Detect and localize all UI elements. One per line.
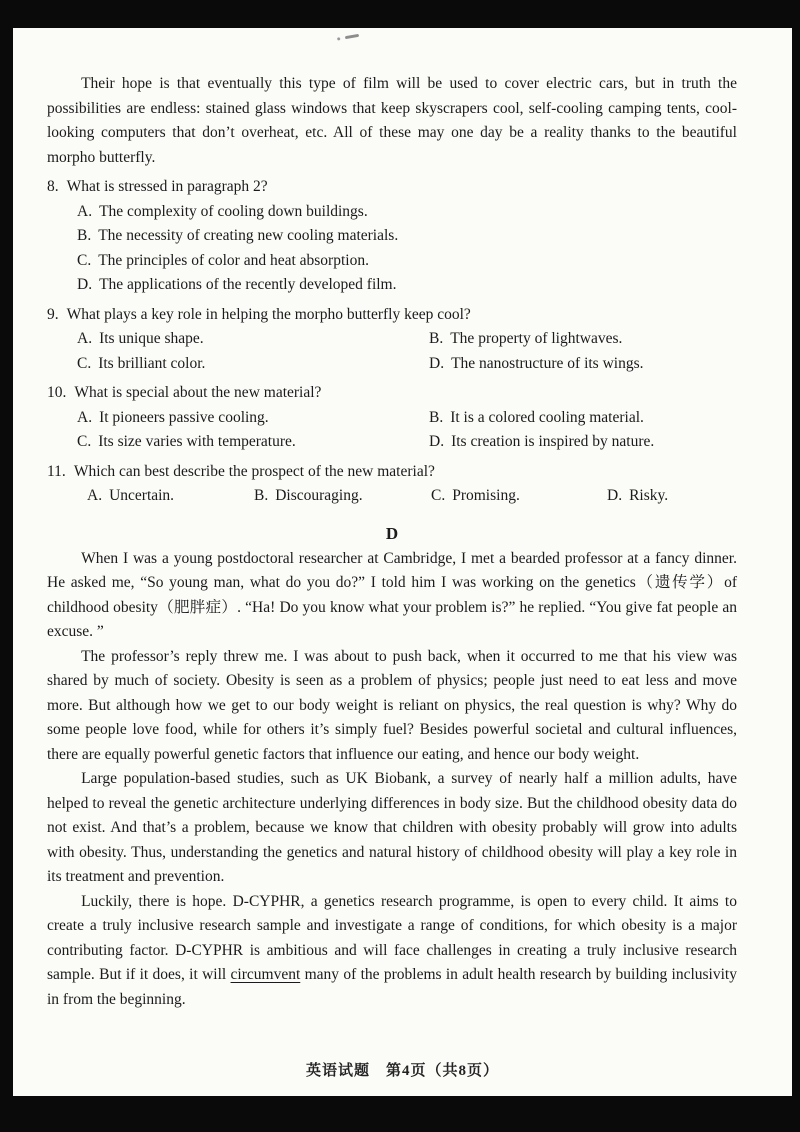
question-8: [47, 175, 737, 298]
question-10-option-a: A. It pioneers passive cooling.: [77, 408, 269, 426]
question-10: [47, 381, 737, 455]
exam-page: [13, 28, 792, 1096]
question-11-option-d: D. Risky.: [607, 487, 669, 504]
question-11-number: 11.: [47, 462, 66, 480]
passage-d-paragraph-1: When I was a young postdoctoral researcher at Cambridge, I met a bearded professor at a fancy dinner. He asked me, “So young man, what do you do?” I told him I was working on the genetics（遗传学）of childhood obesity（肥胖症）. “Ha! Do you know what your problem is?” he replied. “You give fat people an excuse. ”: [47, 549, 737, 640]
question-11-option-b: B. Discouraging.: [254, 487, 363, 504]
question-10-option-b: B. It is a colored cooling material.: [429, 408, 644, 426]
passage-d-paragraph-4: [47, 890, 737, 1013]
question-8-number: 8.: [47, 178, 59, 195]
question-9-option-a: A. Its unique shape.: [77, 330, 204, 347]
question-8-option-d: D. The applications of the recently developed film.: [77, 276, 397, 293]
passage-d-paragraph-3: Large population-based studies, such as UK Biobank, a survey of nearly half a million adults, have helped to reveal the genetic architecture underlying differences in body size. But the childhood obesity data do not exist. And that’s a problem, because we know that children with obesity probably will grow into adults with obesity. Thus, understanding the genetics and natural history of childhood obesity will play a key role in its treatment and prevention.: [47, 770, 737, 885]
question-10-option-d: D. Its creation is inspired by nature.: [429, 433, 655, 450]
underlined-word-circumvent: circumvent: [230, 966, 301, 983]
paragraph-4-post: many of the problems in adult health research by building inclusivity in from the beginning.: [47, 966, 737, 1008]
question-9-number: 9.: [47, 305, 59, 323]
passage-c-closing-paragraph: Their hope is that eventually this type of film will be used to cover electric cars, but in truth the possibilities are endless: stained glass windows that keep skyscrapers cool, self-cooling camping tents, cool-looking computers that don’t overheat, etc. All of these may one day be a reality thanks to the beautiful morpho butterfly.: [47, 75, 737, 166]
question-10-option-c: C. Its size varies with temperature.: [77, 433, 296, 450]
question-11-option-c: C. Promising.: [431, 487, 520, 504]
question-9-option-c: C. Its brilliant color.: [77, 354, 206, 372]
question-11-option-a: A. Uncertain.: [87, 487, 175, 504]
question-8-text: 8. What is stressed in paragraph 2?: [47, 178, 268, 195]
question-9-text: 9. What plays a key role in helping the morpho butterfly keep cool?: [47, 305, 471, 323]
question-11: [47, 460, 737, 509]
question-9-option-b: B. The property of lightwaves.: [429, 330, 623, 347]
passage-d-paragraph-2: The professor’s reply threw me. I was about to push back, when it occurred to me that his view was shared by much of society. Obesity is seen as a problem of physics; people just need to eat less and move more. But although how we get to our body weight is reliant on physics, the real question is why? Why do some people love food, while for others it’s simply fuel? Besides powerful societal and cultural influences, there are equally powerful genetic factors that influence our eating, and hence our body weight.: [47, 647, 737, 763]
section-d-heading: D: [385, 523, 399, 543]
question-8-option-a: A. The complexity of cooling down buildings.: [77, 202, 368, 220]
paragraph-4-pre: Luckily, there is hope. D-CYPHR, a genetics research programme, is open to every child. It aims to create a truly inclusive research sample and investigate a range of conditions, for which obesity is a major contributing factor. D-CYPHR is ambitious and will face challenges in creating a truly inclusive research sample. But if it does, it will: [47, 892, 737, 983]
question-8-option-b: B. The necessity of creating new cooling materials.: [77, 227, 399, 244]
question-9: [47, 303, 737, 377]
page-footer: 英语试题 第4页（共8页）: [305, 1063, 499, 1079]
question-10-number: 10.: [47, 384, 67, 401]
question-8-option-c: C. The principles of color and heat absorption.: [77, 251, 369, 269]
question-10-text: 10. What is special about the new material?: [47, 384, 322, 401]
question-9-option-d: D. The nanostructure of its wings.: [429, 354, 644, 372]
question-11-text: 11. Which can best describe the prospect of the new material?: [47, 462, 435, 480]
scan-artifact-mark: [345, 34, 359, 39]
